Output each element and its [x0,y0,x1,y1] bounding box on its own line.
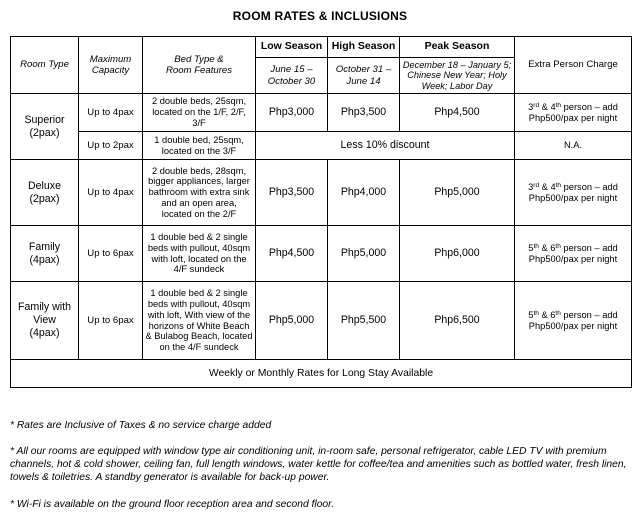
ordinal: 5 [528,242,534,253]
extra-charge-text: person – add Php500/pax per night [528,181,618,203]
peak-season-price: Php6,000 [400,226,515,282]
room-type-superior [11,94,79,160]
extra-charge-text: person – add Php500/pax per night [528,101,618,123]
room-name-line2: View [33,314,56,326]
ordinal-suffix: th [555,181,562,189]
header-capacity: Maximum Capacity [79,37,143,94]
features-cell: 1 double bed, 25sqm, located on the 3/F [143,132,256,160]
ordinal-suffix: th [555,309,561,317]
header-bed-type-line2: Room Features [165,65,233,76]
low-season-price: Php3,000 [256,94,328,132]
low-season-dates-line2: October 30 [267,75,316,87]
capacity-cell: Up to 4pax [79,160,143,226]
discount-cell: Less 10% discount [256,132,515,160]
ordinal: 3 [528,181,534,192]
ordinal-suffix: th [555,242,561,250]
room-name: Deluxe [28,179,61,192]
room-pax: (4pax) [29,327,60,339]
high-season-price: Php3,500 [328,94,400,132]
ordinal-suffix: th [533,309,539,317]
header-bed-type-line1: Bed Type & [174,53,224,65]
room-type-family [11,226,79,282]
low-season-price: Php4,500 [256,226,328,282]
high-season-price: Php5,500 [328,282,400,360]
long-stay-note: Weekly or Monthly Rates for Long Stay Available [11,360,632,388]
header-low-season: Low Season [256,37,328,58]
room-pax: (2pax) [29,192,60,205]
header-bed-type [143,37,256,94]
ordinal-suffix: th [555,101,562,109]
room-type-deluxe [11,160,79,226]
ordinal: 4 [550,181,556,192]
ordinal-joiner: & [538,309,551,320]
ordinal: 6 [550,309,556,320]
peak-season-dates: December 18 – January 5; Chinese New Year; Holy Week; Labor Day [400,58,515,94]
ordinal-suffix: rd [533,101,540,109]
features-cell: 2 double beds, 25sqm, located on the 1/F, 2/F, 3/F [143,94,256,132]
extra-charge-cell [515,160,632,226]
room-name: Superior [24,113,65,126]
peak-season-price: Php5,000 [400,160,515,226]
high-season-dates-line1: October 31 – [335,64,392,76]
room-name: Family [28,240,61,253]
note-amenities: * All our rooms are equipped with window type air conditioning unit, in-room safe, personal refrigerator, cable LED TV with premium channels, hot & cold shower, ceiling fan, full length windows, water kettle for coffee/tea and amenities such as bottled water, fresh linen, towels & toiletries. A standby generator is available for back-up power. [10,446,627,483]
ordinal-suffix: rd [533,181,540,189]
table-row [11,132,632,160]
table-row [11,226,632,282]
header-peak-season: Peak Season [400,37,515,58]
ordinal: 4 [550,101,556,112]
ordinal: 5 [528,309,534,320]
room-type-family-view [11,282,79,360]
features-cell: 1 double bed & 2 single beds with pullout, 40sqm with loft, With view of the horizons of White Beach & Bulabog Beach, located on the 4/F sundeck [143,282,256,360]
capacity-cell: Up to 2pax [79,132,143,160]
extra-charge-text: person – add Php500/pax per night [528,242,618,264]
extra-charge-cell: N.A. [515,132,632,160]
rates-table [10,36,632,388]
high-season-dates-line2: June 14 [346,75,381,87]
features-cell: 2 double beds, 28sqm, bigger appliances, larger bathroom with extra sink and an open area, located on the 2/F [143,160,256,226]
extra-charge-cell [515,94,632,132]
ordinal-joiner: & [539,181,551,192]
extra-charge-text: person – add Php500/pax per night [528,309,618,331]
room-name: Family with [18,301,71,313]
header-extra-charge: Extra Person Charge [515,37,632,94]
peak-season-price: Php6,500 [400,282,515,360]
table-header-row [11,37,632,58]
header-room-type: Room Type [11,37,79,94]
ordinal: 3 [528,101,534,112]
page-title: ROOM RATES & INCLUSIONS [232,9,408,23]
ordinal: 6 [550,242,556,253]
high-season-price: Php4,000 [328,160,400,226]
long-stay-row [11,360,632,388]
extra-charge-cell [515,226,632,282]
extra-charge-cell [515,282,632,360]
capacity-cell: Up to 6pax [79,226,143,282]
features-cell: 1 double bed & 2 single beds with pullout, 40sqm with loft, located on the 4/F sundeck [143,226,256,282]
low-season-dates-line1: June 15 – [270,64,313,76]
note-taxes: * Rates are Inclusive of Taxes & no service charge added [10,420,272,431]
ordinal-suffix: th [533,242,539,250]
low-season-price: Php5,000 [256,282,328,360]
table-row [11,282,632,360]
capacity-cell: Up to 4pax [79,94,143,132]
ordinal-joiner: & [539,101,551,112]
header-high-season: High Season [328,37,400,58]
high-season-dates [328,58,400,94]
low-season-price: Php3,500 [256,160,328,226]
high-season-price: Php5,000 [328,226,400,282]
capacity-cell: Up to 6pax [79,282,143,360]
low-season-dates [256,58,328,94]
note-wifi: * Wi-Fi is available on the ground floor reception area and second floor. [10,499,335,510]
peak-season-price: Php4,500 [400,94,515,132]
table-row [11,160,632,226]
table-row [11,94,632,132]
ordinal-joiner: & [538,242,551,253]
room-pax: (2pax) [29,126,60,139]
room-pax: (4pax) [29,253,60,266]
